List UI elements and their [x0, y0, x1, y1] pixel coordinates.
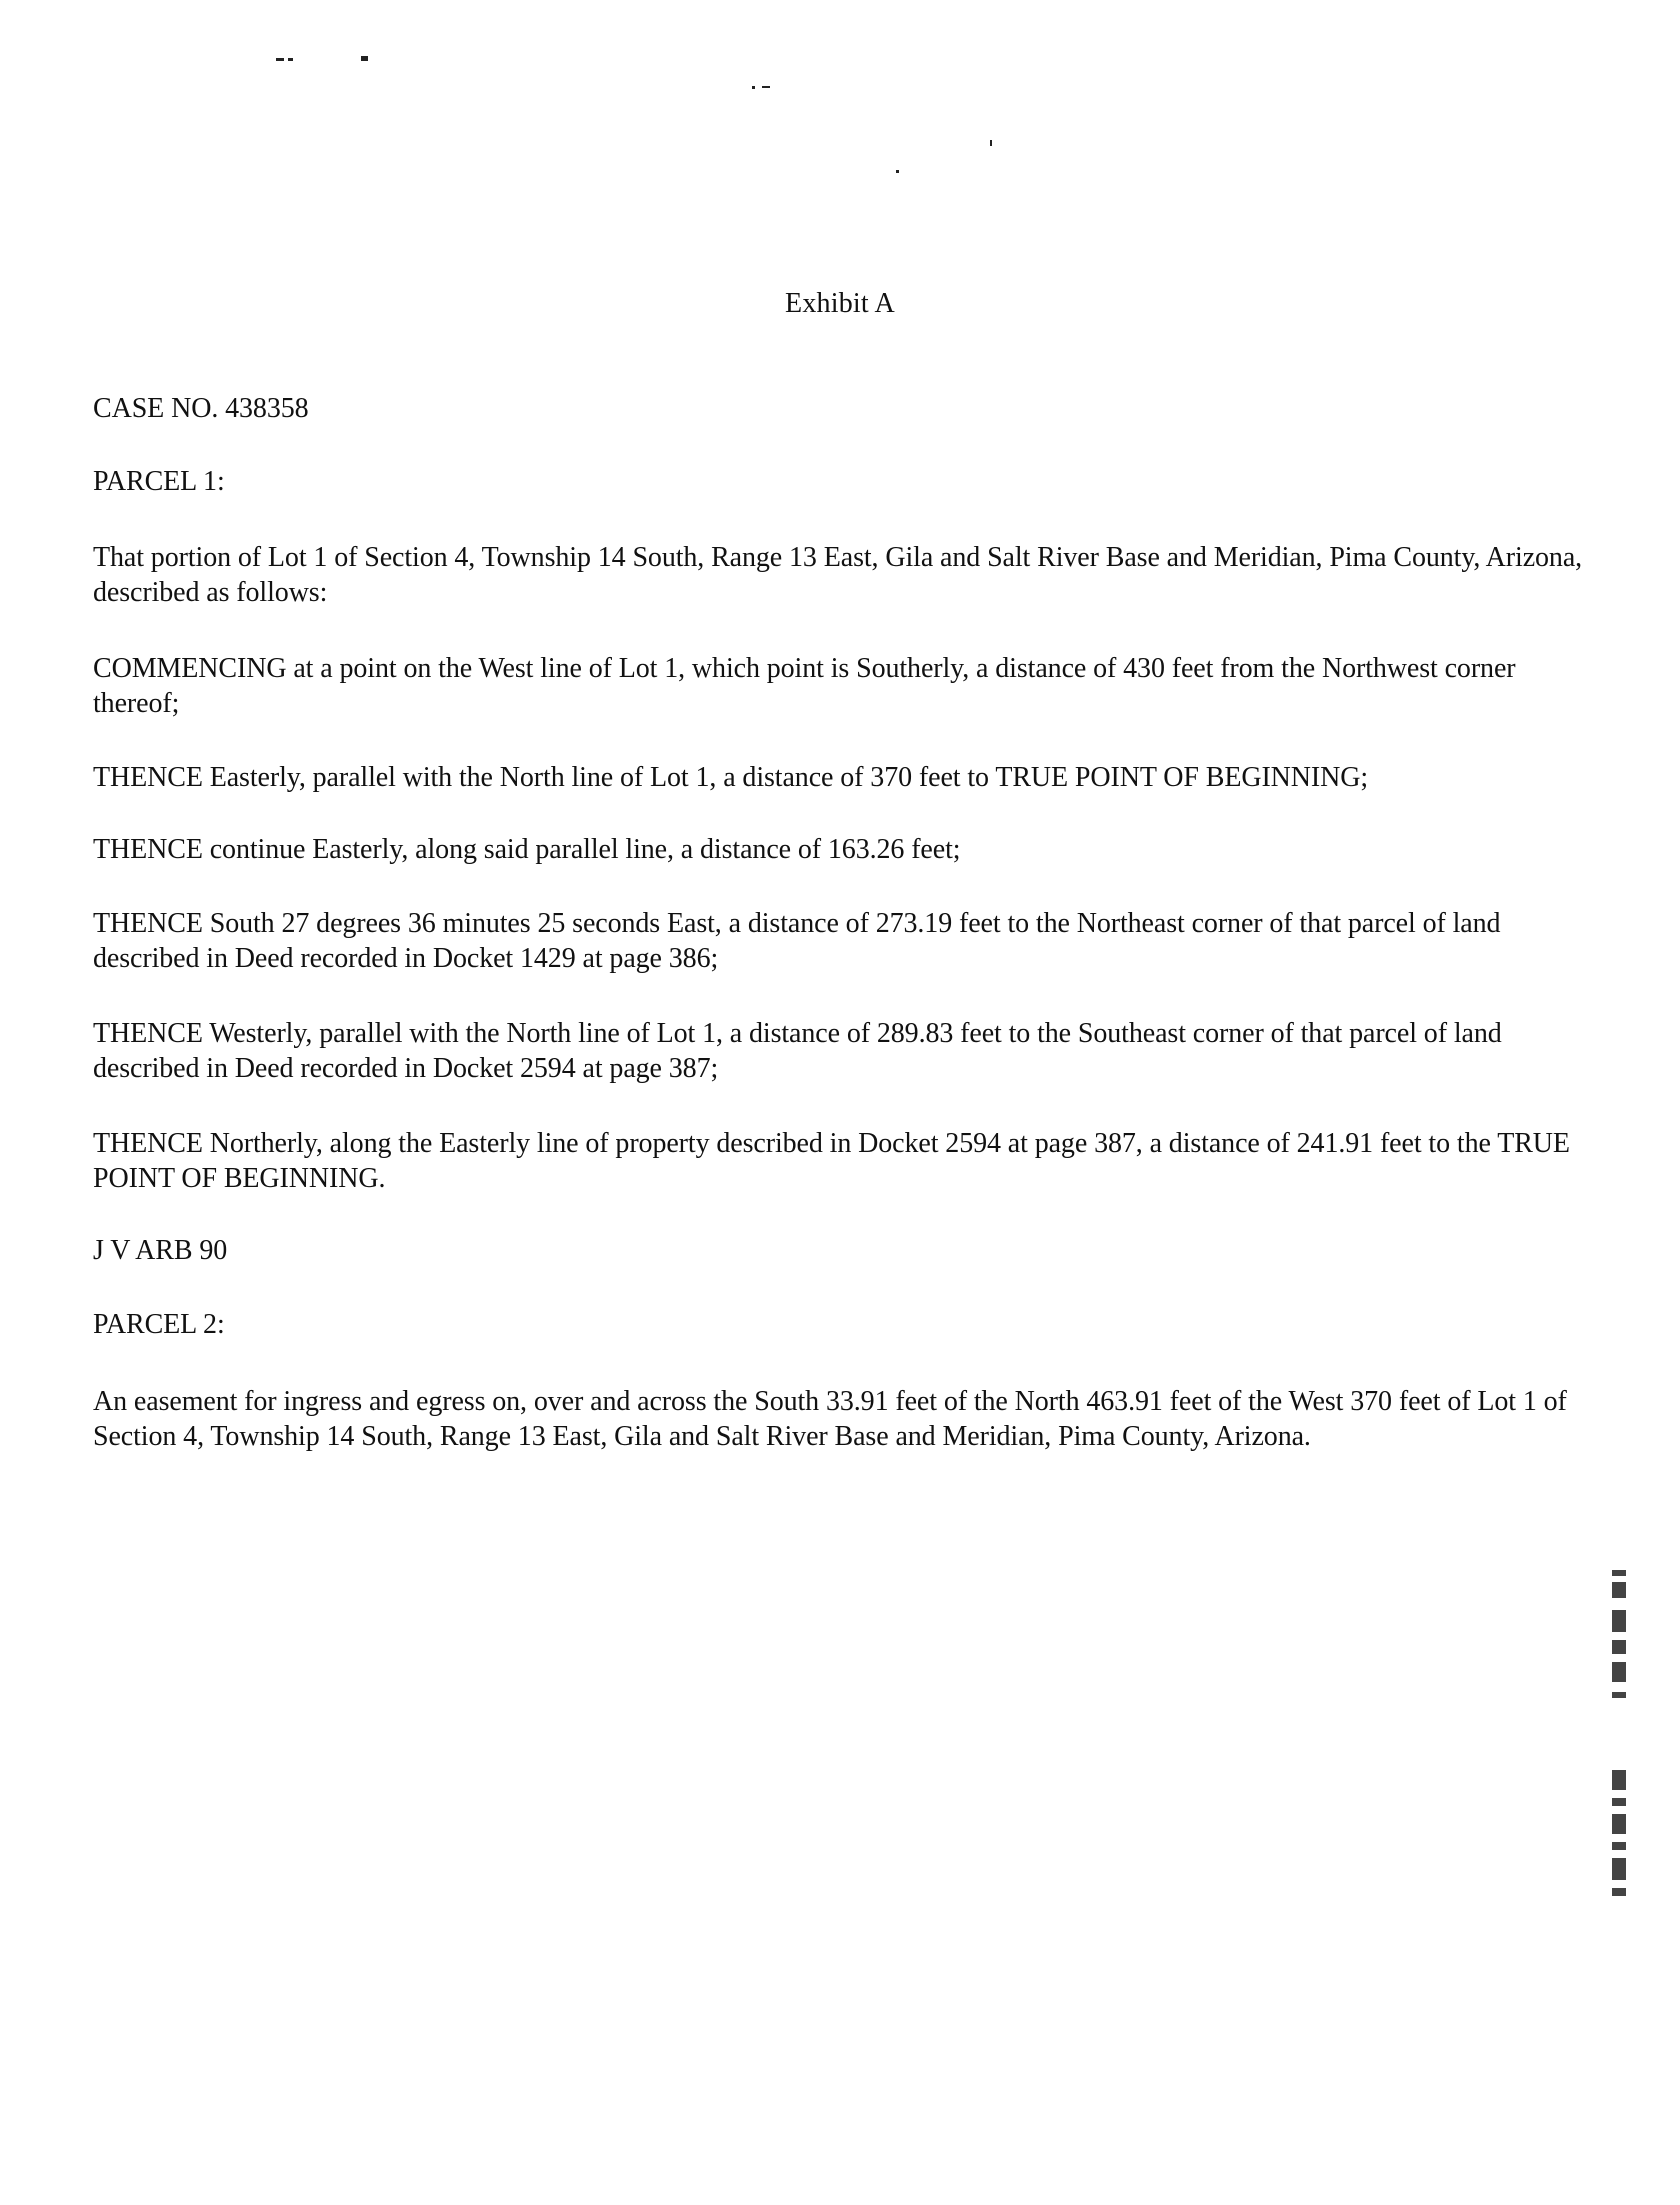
- parcel-1-heading: PARCEL 1:: [93, 466, 225, 497]
- case-number: CASE NO. 438358: [93, 393, 309, 424]
- reference-code: J V ARB 90: [93, 1235, 228, 1266]
- scan-speck: [752, 86, 755, 89]
- scan-speck: [896, 170, 899, 173]
- parcel-2-text: An easement for ingress and egress on, over and across the South 33.91 feet of the North 463.91 feet of the West 370 feet of Lot 1 of Section 4, Township 14 South, Range 13 East, Gila and Salt River Base and Meridian, Pima County, Arizona.: [93, 1386, 1567, 1452]
- scan-speck: [288, 58, 293, 61]
- scan-speck: [762, 86, 770, 88]
- recording-stamp: [1612, 1570, 1634, 1920]
- scan-speck: [276, 58, 284, 61]
- scan-speck: [361, 56, 368, 61]
- thence-paragraph-2: THENCE continue Easterly, along said parallel line, a distance of 163.26 feet;: [93, 834, 961, 865]
- parcel-2-heading: PARCEL 2:: [93, 1309, 225, 1340]
- thence-paragraph-1: THENCE Easterly, parallel with the North line of Lot 1, a distance of 370 feet to TRUE POINT OF BEGINNING;: [93, 762, 1369, 793]
- thence-paragraph-5: THENCE Northerly, along the Easterly line of property described in Docket 2594 at page 387, a distance of 241.91 feet to the TRUE POINT OF BEGINNING.: [93, 1128, 1570, 1194]
- thence-paragraph-4: THENCE Westerly, parallel with the North line of Lot 1, a distance of 289.83 feet to the Southeast corner of that parcel of land described in Deed recorded in Docket 2594 at page 387;: [93, 1018, 1502, 1084]
- thence-paragraph-3: THENCE South 27 degrees 36 minutes 25 seconds East, a distance of 273.19 feet to the Northeast corner of that parcel of land described in Deed recorded in Docket 1429 at page 386;: [93, 908, 1501, 974]
- exhibit-title: Exhibit A: [785, 288, 895, 319]
- parcel-1-intro: That portion of Lot 1 of Section 4, Township 14 South, Range 13 East, Gila and Salt River Base and Meridian, Pima County, Arizona, described as follows:: [93, 542, 1583, 608]
- commencing-paragraph: COMMENCING at a point on the West line of Lot 1, which point is Southerly, a distance of 430 feet from the Northwest corner thereof;: [93, 653, 1516, 719]
- scan-speck: [990, 140, 992, 146]
